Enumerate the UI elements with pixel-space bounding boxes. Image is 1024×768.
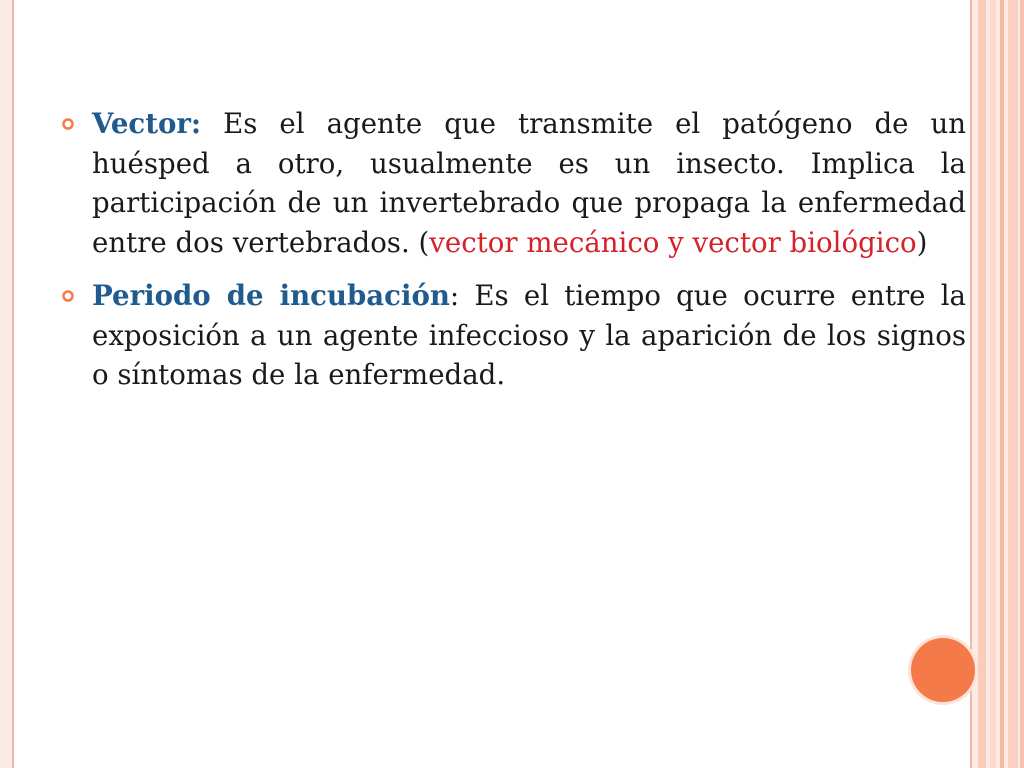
hollow-circle-icon: [62, 290, 74, 302]
hollow-circle-icon: [62, 118, 74, 130]
bullet-item-vector: [62, 104, 966, 262]
bullet-text: [92, 276, 966, 395]
bullet-body-end: ): [916, 225, 928, 259]
decor-circle: [911, 638, 975, 702]
bullet-term: Periodo de incubación: [92, 279, 450, 312]
bullet-body: Es el agente que transmite el patógeno de un huésped a otro, usualmente es un insecto. Implica la participación de un invertebrado que propaga la enfermedad entre dos vertebrados. (: [92, 107, 966, 259]
decor-stripe: [978, 0, 986, 768]
decor-stripe: [1008, 0, 1018, 768]
decor-stripe: [990, 0, 996, 768]
bullet-highlight: vector mecánico y vector biológico: [429, 225, 917, 259]
slide-content: [62, 104, 966, 409]
decor-stripe: [1000, 0, 1004, 768]
bullet-term: Vector:: [92, 107, 202, 140]
decor-stripe: [1020, 0, 1024, 768]
bullet-text: [92, 104, 966, 262]
bullet-item-incubation: [62, 276, 966, 395]
bullet-body: : Es el tiempo que ocurre entre la exposición a un agente infeccioso y la aparición de los signos o síntomas de la enfermedad.: [92, 279, 966, 391]
